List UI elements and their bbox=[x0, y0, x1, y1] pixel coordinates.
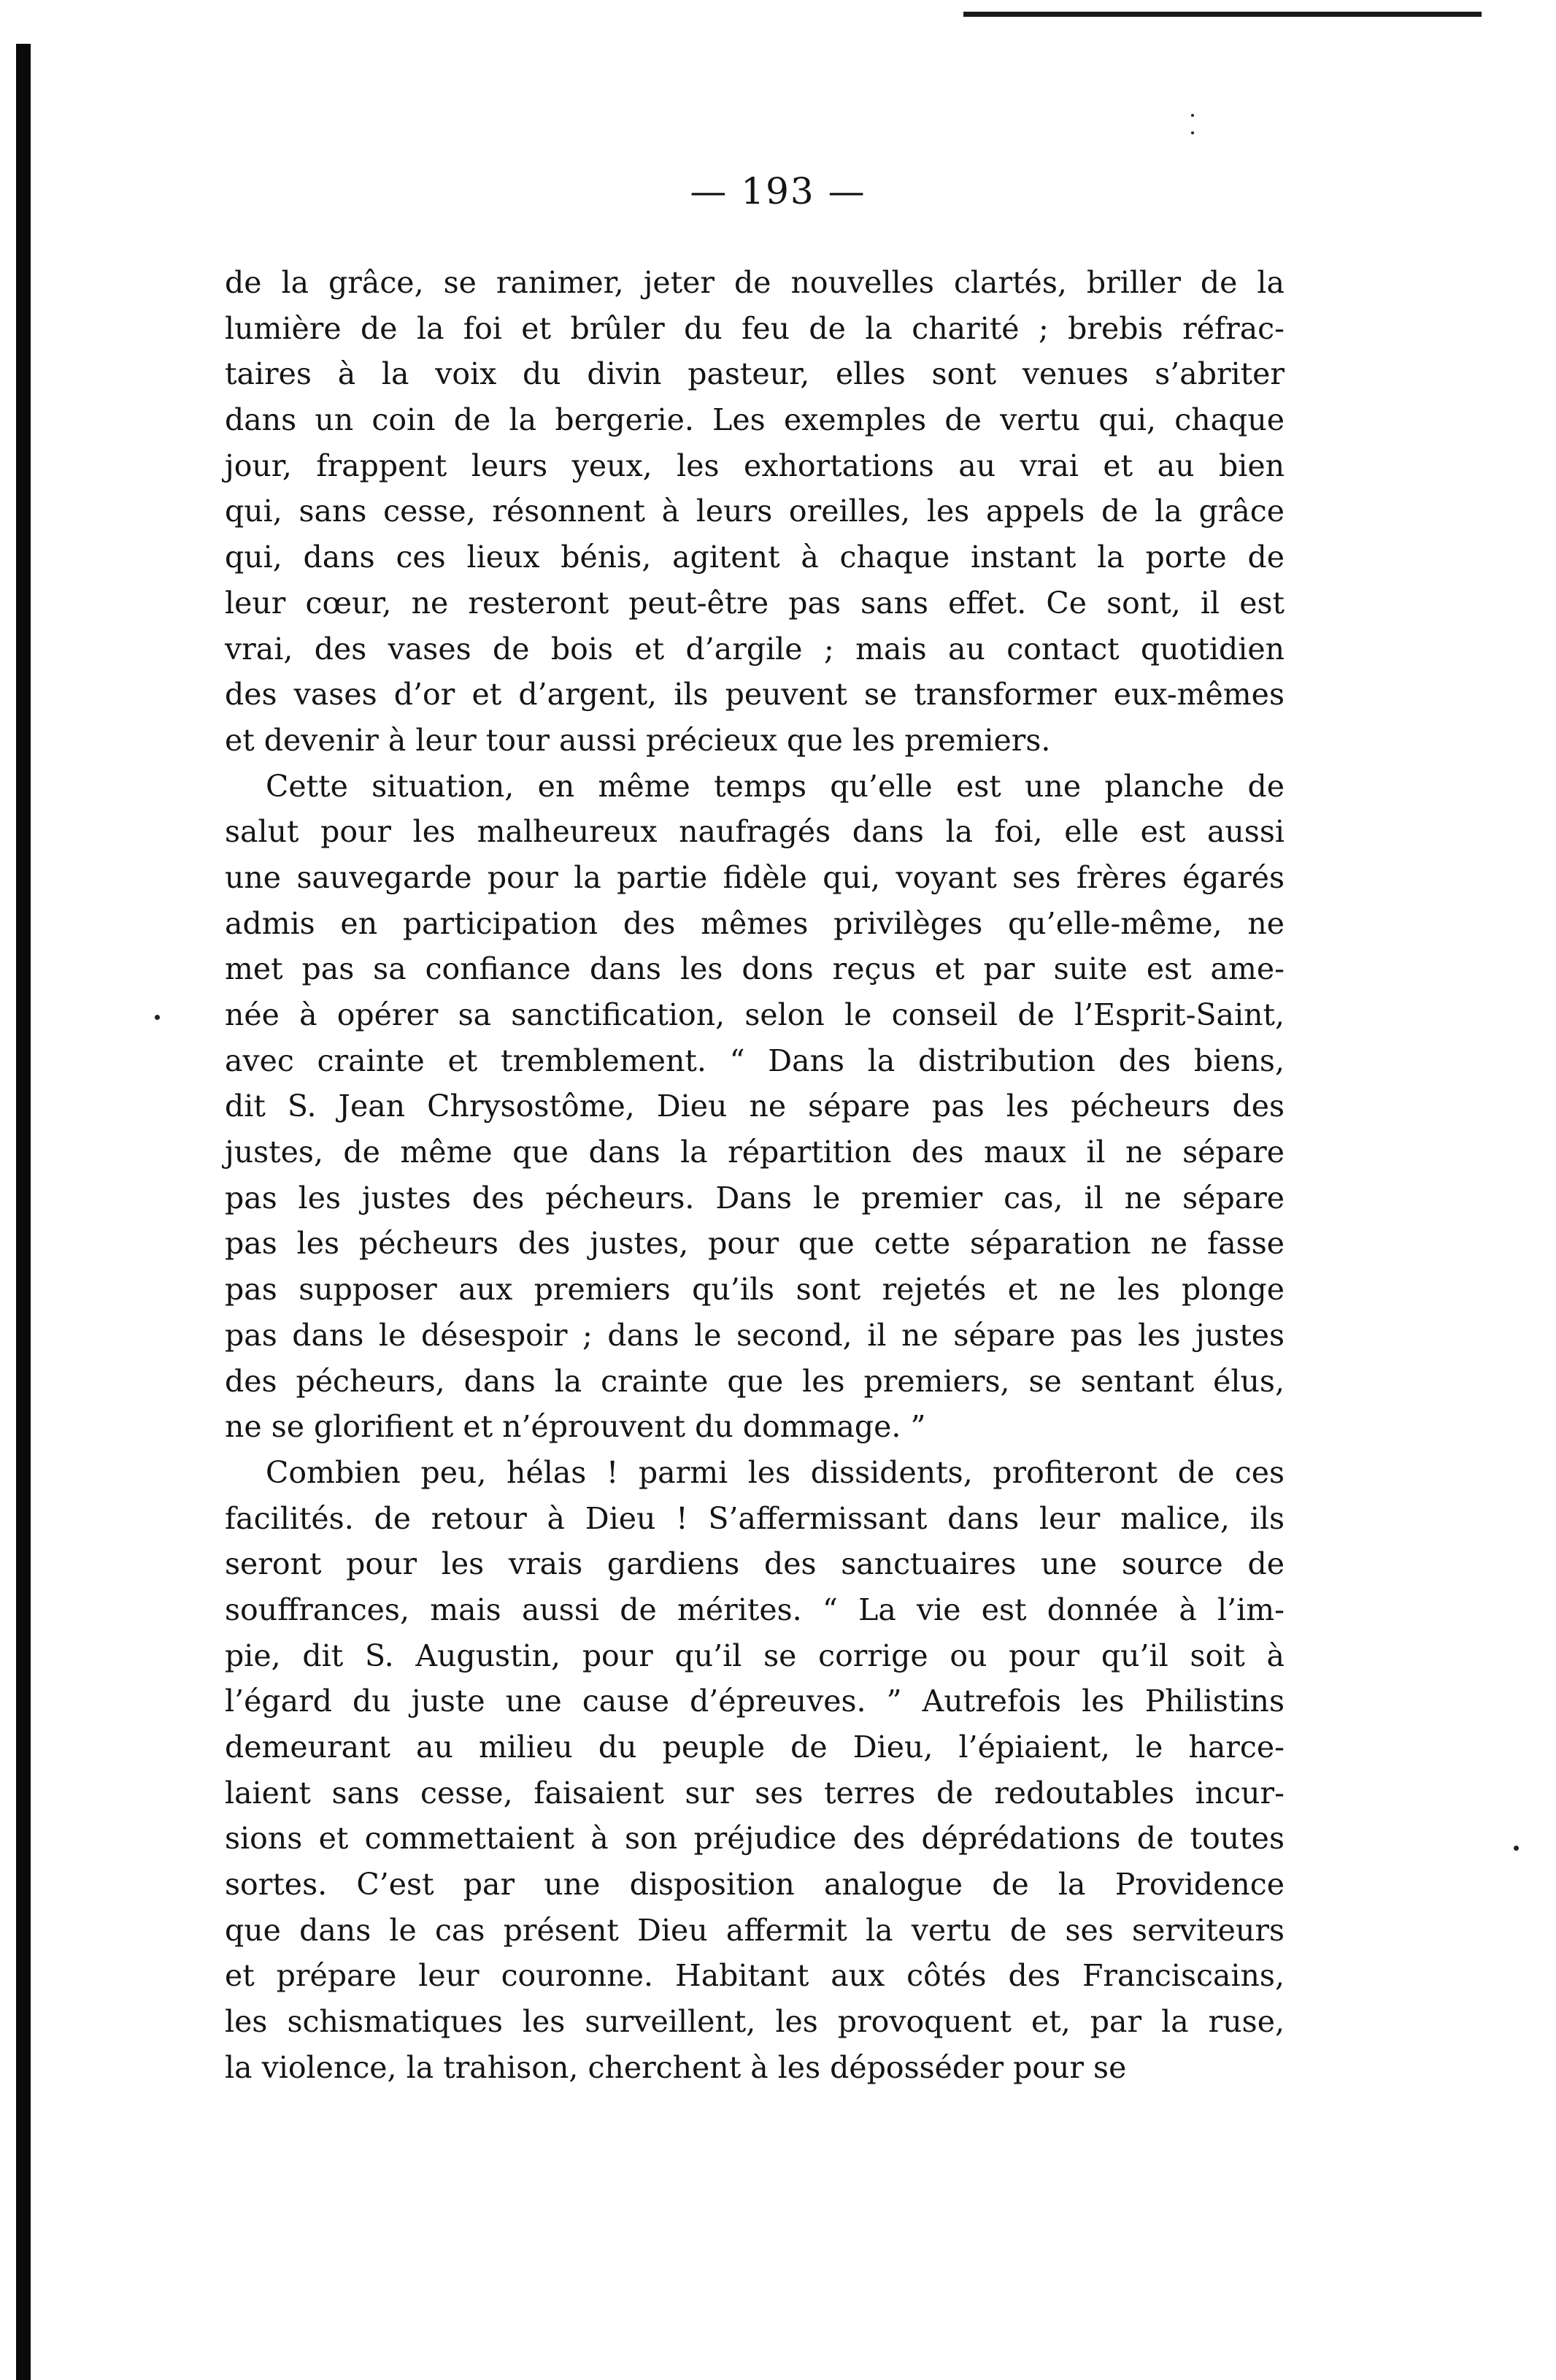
scan-speck bbox=[1191, 131, 1194, 134]
page-number: — 193 — bbox=[690, 170, 866, 212]
text-line: une sauvegarde pour la partie fidèle qui, voyant ses frères égarés bbox=[225, 859, 1285, 895]
scan-left-edge bbox=[16, 44, 31, 2380]
text-line: et prépare leur couronne. Habitant aux côtés des Franciscains, bbox=[225, 1958, 1285, 1994]
text-line: jour, frappent leurs yeux, les exhortations au vrai et au bien bbox=[225, 448, 1285, 483]
text-line: pas dans le désespoir ; dans le second, il ne sépare pas les justes bbox=[225, 1317, 1285, 1353]
text-line: pas les pécheurs des justes, pour que cette séparation ne fasse bbox=[225, 1226, 1285, 1262]
paragraph bbox=[225, 764, 1285, 1450]
text-line: justes, de même que dans la répartition des maux il ne sépare bbox=[225, 1135, 1285, 1170]
text-line: sortes. C’est par une disposition analogue de la Providence bbox=[225, 1867, 1285, 1903]
text-line: pie, dit S. Augustin, pour qu’il se corrige ou pour qu’il soit à bbox=[225, 1638, 1285, 1673]
text-line: taires à la voix du divin pasteur, elles sont venues s’abriter bbox=[225, 356, 1285, 392]
text-line: qui, dans ces lieux bénis, agitent à chaque instant la porte de bbox=[225, 540, 1285, 575]
text-line: la violence, la trahison, cherchent à les déposséder pour se bbox=[225, 2049, 1127, 2085]
text-line: les schismatiques les surveillent, les provoquent et, par la ruse, bbox=[225, 2004, 1285, 2040]
text-line: dans un coin de la bergerie. Les exemples de vertu qui, chaque bbox=[225, 402, 1285, 438]
text-line: souffrances, mais aussi de mérites. “ La vie est donnée à l’im- bbox=[225, 1592, 1285, 1627]
text-line: des pécheurs, dans la crainte que les premiers, se sentant élus, bbox=[225, 1363, 1285, 1399]
text-line: pas les justes des pécheurs. Dans le premier cas, il ne sépare bbox=[225, 1180, 1285, 1216]
text-line: seront pour les vrais gardiens des sanctuaires une source de bbox=[225, 1546, 1285, 1582]
scan-speck bbox=[155, 1015, 160, 1020]
text-line: demeurant au milieu du peuple de Dieu, l’épiaient, le harce- bbox=[225, 1730, 1285, 1765]
text-line: de la grâce, se ranimer, jeter de nouvelles clartés, briller de la bbox=[225, 265, 1285, 300]
text-line: met pas sa confiance dans les dons reçus et par suite est ame- bbox=[225, 951, 1285, 987]
scan-speck bbox=[1514, 1846, 1519, 1851]
text-line: Combien peu, hélas ! parmi les dissidents, profiteront de ces bbox=[266, 1454, 1285, 1490]
scan-speck bbox=[1191, 114, 1194, 117]
text-line: admis en participation des mêmes privilèges qu’elle-même, ne bbox=[225, 905, 1285, 941]
text-line: laient sans cesse, faisaient sur ses terres de redoutables incur- bbox=[225, 1775, 1285, 1811]
paragraph bbox=[225, 1450, 1285, 2091]
text-line: et devenir à leur tour aussi précieux que les premiers. bbox=[225, 722, 1051, 758]
text-line: que dans le cas présent Dieu affermit la vertu de ses serviteurs bbox=[225, 1912, 1285, 1948]
text-line: dit S. Jean Chrysostôme, Dieu ne sépare pas les pécheurs des bbox=[225, 1089, 1285, 1124]
text-line: des vases d’or et d’argent, ils peuvent se transformer eux-mêmes bbox=[225, 677, 1285, 713]
text-line: née à opérer sa sanctification, selon le conseil de l’Esprit-Saint, bbox=[225, 997, 1285, 1032]
text-line: Cette situation, en même temps qu’elle est une planche de bbox=[266, 768, 1285, 804]
text-line: leur cœur, ne resteront peut-être pas sans effet. Ce sont, il est bbox=[225, 585, 1285, 621]
text-column bbox=[225, 260, 1285, 2091]
text-line: facilités. de retour à Dieu ! S’affermissant dans leur malice, ils bbox=[225, 1500, 1285, 1536]
paragraph bbox=[225, 260, 1285, 764]
text-line: l’égard du juste une cause d’épreuves. ” Autrefois les Philistins bbox=[225, 1684, 1285, 1719]
text-line: pas supposer aux premiers qu’ils sont rejetés et ne les plonge bbox=[225, 1272, 1285, 1308]
scan-top-rule bbox=[963, 12, 1482, 17]
text-line: ne se glorifient et n’éprouvent du dommage. ” bbox=[225, 1409, 926, 1445]
text-line: qui, sans cesse, résonnent à leurs oreilles, les appels de la grâce bbox=[225, 494, 1285, 529]
text-line: lumière de la foi et brûler du feu de la charité ; brebis réfrac- bbox=[225, 310, 1285, 346]
text-line: sions et commettaient à son préjudice des déprédations de toutes bbox=[225, 1821, 1285, 1857]
text-line: vrai, des vases de bois et d’argile ; mais au contact quotidien bbox=[225, 631, 1285, 667]
text-line: avec crainte et tremblement. “ Dans la distribution des biens, bbox=[225, 1043, 1285, 1078]
text-line: salut pour les malheureux naufragés dans la foi, elle est aussi bbox=[225, 814, 1285, 850]
